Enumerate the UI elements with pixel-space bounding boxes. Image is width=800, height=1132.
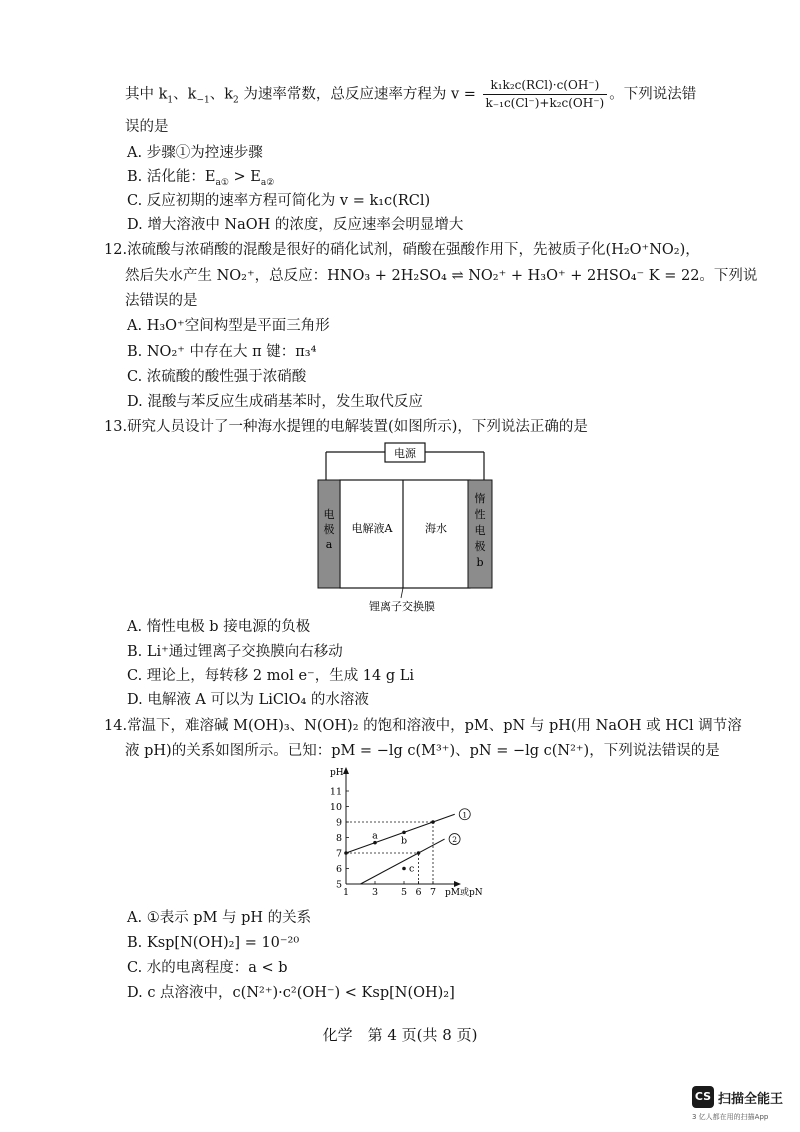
x-tick-label: 1: [342, 887, 350, 898]
key-point: [431, 820, 435, 824]
point-b: [402, 831, 406, 835]
q12-option-d: D. 混酸与苯反应生成硝基苯时，发生取代反应: [127, 394, 423, 410]
point-label-b: b: [400, 835, 408, 847]
series-label-1: 1: [462, 810, 468, 820]
x-axis-label: pM或pN: [445, 888, 483, 898]
electrode-b-char-3: 电: [474, 524, 486, 537]
x-tick-label: 7: [429, 887, 437, 898]
electrolysis-diagram: [310, 440, 500, 615]
q14-stem-line1: 14.常温下，难溶碱 M(OH)₃、N(OH)₂ 的饱和溶液中，pM、pN 与 pH(用 NaOH 或 HCl 调节溶: [104, 718, 742, 734]
electrode-a-char-2: 极: [323, 523, 335, 536]
y-tick-label: 9: [335, 817, 342, 829]
x-axis-arrow: [454, 881, 461, 887]
key-point: [417, 851, 421, 855]
q14-option-d: D. c 点溶液中，c(N²⁺)·c²(OH⁻) < Ksp[N(OH)₂]: [127, 985, 455, 1001]
electrolyte-a-label: 电解液A: [351, 522, 393, 535]
series-line-1: [346, 814, 455, 853]
scanner-tagline: 3 亿人都在用的扫描App: [692, 1113, 769, 1121]
q14-option-b: B. Ksp[N(OH)₂] = 10⁻²⁰: [127, 935, 300, 951]
rate-equation-fraction: [483, 78, 608, 111]
y-tick-label: 10: [329, 802, 342, 813]
q12-option-a: A. H₃O⁺空间构型是平面三角形: [127, 318, 330, 334]
q13-option-d: D. 电解液 A 可以为 LiClO₄ 的水溶液: [127, 692, 369, 708]
y-tick-label: 7: [335, 848, 342, 860]
q13-option-b: B. Li⁺通过锂离子交换膜向右移动: [127, 644, 343, 660]
q11-option-d: D. 增大溶液中 NaOH 的浓度，反应速率会明显增大: [127, 217, 464, 233]
q12-option-b: B. NO₂⁺ 中存在大 π 键：π₃⁴: [127, 344, 317, 360]
key-point: [344, 851, 348, 855]
q14-option-a: A. ①表示 pM 与 pH 的关系: [127, 910, 312, 926]
q14-number: 14.: [104, 718, 128, 734]
q13-option-a: A. 惰性电极 b 接电源的负极: [127, 619, 311, 635]
electrode-b-char-5: b: [476, 556, 484, 569]
series-label-2: 2: [452, 835, 457, 845]
rate-numerator: k₁k₂c(RCl)·c(OH⁻): [483, 78, 608, 95]
q13-option-c: C. 理论上，每转移 2 mol e⁻，生成 14 g Li: [127, 668, 415, 684]
page-footer: 化学 第 4 页(共 8 页): [322, 1026, 478, 1044]
q12-number: 12.: [104, 242, 128, 258]
y-axis-arrow: [343, 767, 349, 774]
y-tick-label: 11: [329, 786, 342, 798]
q11-option-a: A. 步骤①为控速步骤: [127, 145, 263, 161]
q11-option-b: B. 活化能：$E_{a①} > E_{a②}$: [127, 169, 275, 188]
q12-stem-line3: 法错误的是: [125, 293, 198, 309]
point-label-a: a: [372, 830, 378, 842]
q11-option-c: C. 反应初期的速率方程可简化为 v = k₁c(RCl): [127, 193, 431, 209]
q11-intro-line2: 误的是: [125, 119, 169, 135]
electrode-b-char-1: 惰: [474, 492, 486, 505]
y-tick-label: 8: [335, 833, 342, 844]
q13-stem: 13.研究人员设计了一种海水提锂的电解装置(如图所示)，下列说法正确的是: [104, 419, 588, 435]
q13-number: 13.: [104, 419, 128, 435]
y-tick-label: 6: [335, 864, 342, 875]
x-tick-label: 3: [371, 887, 379, 898]
q12-option-c: C. 浓硫酸的酸性强于浓硝酸: [127, 369, 307, 385]
point-label-c: c: [409, 863, 415, 875]
membrane-label: 锂离子交换膜: [369, 600, 435, 613]
y-axis-label: pH: [330, 768, 344, 778]
power-source-label: 电源: [394, 447, 416, 460]
electrode-b-char-2: 性: [474, 508, 486, 521]
ph-chart: [318, 762, 518, 902]
q12-stem-line1: 12.浓硫酸与浓硝酸的混酸是很好的硝化试剂，硝酸在强酸作用下，先被质子化(H₂O⁺NO₂)，: [104, 242, 700, 258]
seawater-label: 海水: [425, 522, 447, 535]
q12-stem-line2: 然后失水产生 NO₂⁺，总反应：HNO₃ + 2H₂SO₄ ⇌ NO₂⁺ + H₃O⁺ + 2HSO₄⁻ K = 22。下列说: [125, 268, 758, 284]
scanner-app-name: 扫描全能王: [718, 1092, 784, 1107]
q11-intro: 其中 $k_1$、$k_{-1}$、$k_2$ 为速率常数，总反应速率方程为 v = $\frac{\text{k₁k₂c(RCl)·c(OH⁻)}}{\text{k₋₁c(Cl⁻)+k₂c(OH⁻)}}$ 。下列说法错: [125, 78, 697, 110]
scanner-watermark: [692, 1086, 796, 1126]
electrode-b-char-4: 极: [474, 540, 486, 553]
y-tick-label: 5: [335, 879, 342, 891]
x-tick-label: 6: [415, 887, 422, 898]
electrode-a-char-3: a: [325, 538, 333, 551]
x-tick-label: 5: [400, 887, 408, 898]
rate-denominator: k₋₁c(Cl⁻)+k₂c(OH⁻): [485, 96, 605, 110]
scanner-logo-icon: CS: [692, 1086, 714, 1108]
q14-option-c: C. 水的电离程度：a < b: [127, 960, 288, 976]
q14-stem-line2: 液 pH)的关系如图所示。已知：pM = −lg c(M³⁺)、pN = −lg c(N²⁺)，下列说法错误的是: [125, 743, 720, 759]
point-c: [402, 867, 406, 871]
electrode-a-char-1: 电: [323, 508, 335, 521]
